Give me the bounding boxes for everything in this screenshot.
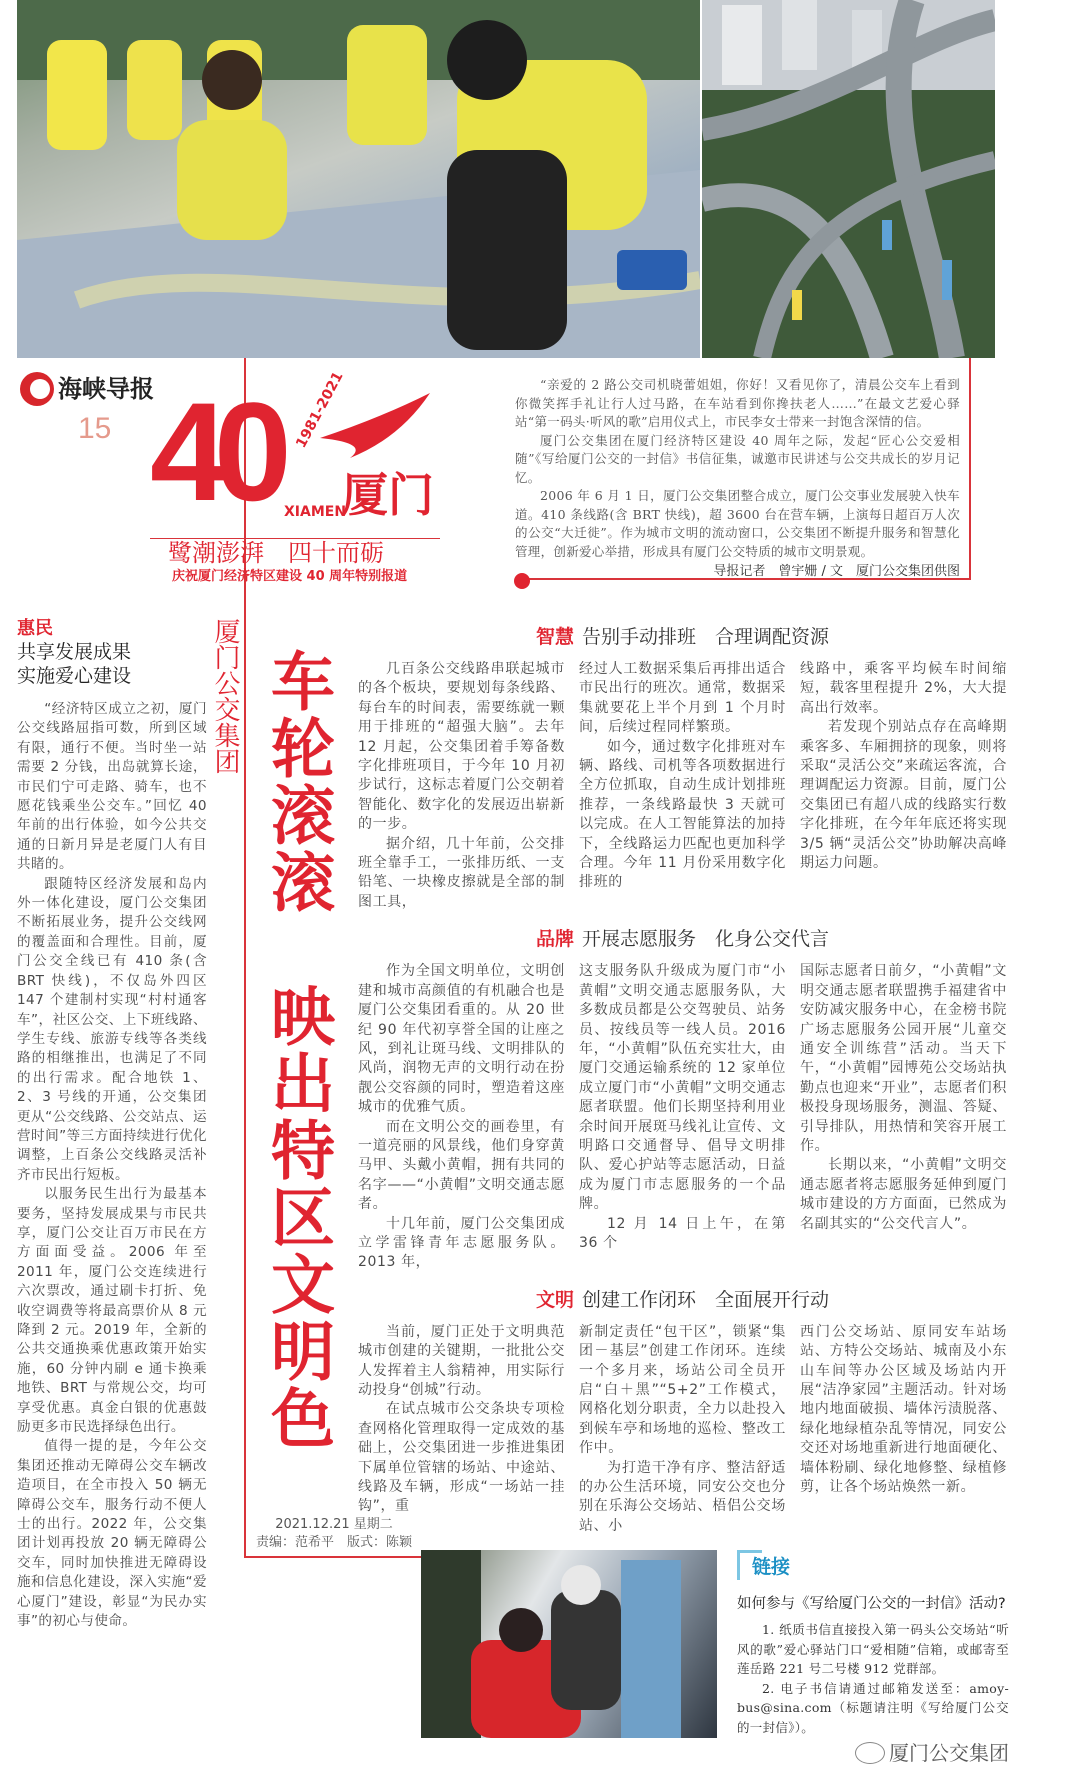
logo-number: 40	[150, 373, 278, 530]
paragraph: 国际志愿者日前夕，“小黄帽”文明交通志愿者联盟携手福建省中安防减灾服务中心，在金榜书院广场志愿服务公园开展“儿童交通安全训练营”活动。当天下午，“小黄帽”园博苑公交场站执勤点也迎来“开业”，志愿者们积极投身现场服务，测温、答疑、引导排队，用热情和笑容开展工作。	[800, 963, 1007, 1154]
section-smart	[355, 624, 1010, 912]
left-article	[17, 618, 207, 1632]
section-tag: 文明	[535, 1288, 574, 1311]
section-tag: 惠民	[17, 618, 53, 639]
logo-years: 1981-2021	[293, 369, 347, 451]
main-headline: 车轮滚滚 映出特区文明色	[260, 648, 334, 1452]
left-title-line: 实施爱心建设	[17, 665, 132, 687]
special-report-subtitle: 庆祝厦门经济特区建设 40 周年特别报道	[172, 569, 408, 584]
section-title: 创建工作闭环 全面展开行动	[582, 1288, 830, 1311]
section-heading-smart	[355, 624, 1010, 650]
volunteers-training-photo	[17, 0, 700, 358]
paragraph: 若发现个别站点存在高峰期乘客多、车厢拥挤的现象，则将采取“灵活公交”来疏运客流，合理调配运力资源。目前，厦门公交集团已有超八成的线路实行数字化排班，在今年年底还将实现 3/5 辆“灵活公交”协助解决高峰期运力问题。	[800, 719, 1007, 872]
ribbon-swoosh-icon	[320, 388, 440, 468]
column	[800, 1323, 1007, 1536]
link-title: 如何参与《写给厦门公交的一封信》活动?	[737, 1596, 1006, 1613]
paragraph: “经济特区成立之初，厦门公交线路屈指可数，所到区域有限，通行不便。当时坐一站需要 2 分钱，出岛就算长途，市民们宁可走路、骑车，也不愿花钱乘坐公交车。”回忆 40 年前的出行体验，如今公共交通的日新月异是老厦门人有目共睹的。	[17, 701, 207, 873]
column	[358, 1323, 565, 1536]
paragraph: 作为全国文明单位，文明创建和城市高颜值的有机融合也是厦门公交集团看重的。从 20 世纪 90 年代初享誉全国的让座之风，到礼让斑马线、文明排队的风尚，润物无声的文明行动在扮靓公交容颜的同时，塑造着这座城市的优雅气质。	[358, 963, 565, 1116]
intro-paragraph: 厦门公交集团在厦门经济特区建设 40 周年之际，发起“匠心公交爱相随”《写给厦门公交的一封信》书信征集，诚邀市民讲述与公交共成长的岁月记忆。	[515, 432, 960, 485]
section-heading-brand	[355, 926, 1010, 952]
paragraph: 为打造干净有序、整洁舒适的办公生活环境，同安公交也分别在乐海公交场站、梧侣公交场站、小	[579, 1459, 786, 1534]
page-footer	[252, 1516, 416, 1552]
bottom-row	[421, 1550, 1010, 1765]
intro-paragraph: “亲爱的 2 路公交司机晓蕾姐姐，你好！又看见你了，清晨公交车上看到你微笑挥手礼让行人过马路，在车站看到你搀扶老人……”在最文艺爱心驿站“第一码头·听风的歌”启用仪式上，市民李女士带来一封饱含深情的信。	[515, 377, 960, 429]
paragraph: 新制定责任“包干区”，锁紧“集团－基层”创建工作闭环。连续一个多月来，场站公司全员开启“白＋黑”“5+2”工作模式，网格化划分职责，全力以赴投入到候车亭和场地的巡检、整改工作中。	[579, 1323, 786, 1457]
instruction-item: 2. 电子书信请通过邮箱发送至：amoy-bus@sina.com（标题请注明《写给厦门公交的一封信》）。	[737, 1680, 1009, 1735]
column	[358, 660, 565, 912]
intro-frame-right	[969, 358, 971, 580]
instruction-item: 1. 纸质书信直接投入第一码头公交场站“听风的歌”爱心驿站门口“爱相随”信箱，或邮寄至莲岳路 221 号二号楼 912 党群部。	[737, 1622, 1009, 1677]
vertical-org-label: 厦门公交集团	[210, 618, 240, 774]
bus-volunteer-photo	[421, 1550, 717, 1738]
paragraph: 跟随特区经济发展和岛内外一体化建设，厦门公交集团不断拓展业务，提升公交线网的覆盖面和合理性。目前，厦门公交全线已有 410 条(含 BRT 快线)，不仅岛外四区 147 个建制村实现“村村通客车”，社区公交、上下班线路、学生专线、旅游专线等各类线路的相继推出，也满足了不同的出行需求。配合地铁 1、2、3 号线的开通，公交集团更从“公交线路、公交站点、运营时间”等三方面持续进行优化调整，上百条公交线路灵活补齐市民出行短板。	[17, 875, 207, 1183]
section-tag: 品牌	[535, 928, 574, 951]
column	[358, 962, 565, 1273]
link-instructions	[737, 1620, 1009, 1737]
paragraph: 以服务民生出行为最基本要务，坚持发展成果与市民共享，厦门公交让百万市民在方方面面受益。2006 年至 2011 年，厦门公交连续进行六次票改，通过刷卡打折、免收空调费等将最高票价从 8 元降到 2 元。2019 年，全新的公共交通换乘优惠政策开始实施，60 分钟内刷 e 通卡换乘地铁、BRT 与常规公交，均可享受优惠。真金白银的优惠鼓励更多市民选择绿色出行。	[17, 1186, 207, 1436]
paragraph: 经过人工数据采集后再排出适合市民出行的班次。通常，数据采集就要花上半个月到 1 个月时间，后续过程同样繁琐。	[579, 661, 786, 736]
column	[800, 962, 1007, 1273]
editor-credits: 责编：范希平 版式：陈颖	[255, 1535, 412, 1550]
paper-masthead	[20, 372, 154, 406]
slogan: 鹭潮澎湃 四十而砺	[168, 539, 384, 567]
intro-paragraph: 2006 年 6 月 1 日，厦门公交集团整合成立，厦门公交事业发展驶入快车道。410 条线路(含 BRT 快线)，超 3600 台在营车辆，上演每日超百万人次的公交“大迁徙”。作为城市文明的流动窗口，公交集团不断提升服务和智慧化管理，创新爱心举措，形成具有厦门公交特质的城市文明景观。	[515, 488, 960, 559]
paragraph: 12 月 14 日上午，在第 36 个	[579, 1215, 786, 1251]
paragraph: 这支服务队升级成为厦门市“小黄帽”文明交通志愿服务队，大多数成员都是公交驾驶员、站务员、按线员等一线人员。2016 年，“小黄帽”队伍充实壮大，由厦门交通运输系统的 12 家单位成立厦门市“小黄帽”文明交通志愿者联盟。他们长期坚持利用业余时间开展斑马线礼让宣传、文明路口交通督导、倡导文明排队、爱心护站等志愿活动，日益成为厦门市志愿服务的一个品牌。	[579, 963, 786, 1213]
wechat-icon	[855, 1742, 885, 1764]
paragraph: 值得一提的是，今年公交集团还推动无障碍公交车辆改造项目，在全市投入 50 辆无障碍公交车，服务行动不便人士的出行。2022 年，公交集团计划再投放 20 辆无障碍公交车，同时加快推进无障碍设施和信息化建设，深入实施“爱心厦门”建设，彰显“为民办实事”的初心与使命。	[17, 1438, 207, 1630]
byline: 导报记者 曾宇姗 / 文 厦门公交集团供图	[713, 564, 960, 579]
column	[579, 660, 786, 912]
intro-block	[515, 376, 960, 581]
page-number: 15	[78, 412, 112, 445]
photo-illustration	[702, 0, 995, 358]
logo-city-en: XIAMEN	[284, 504, 347, 520]
column	[579, 962, 786, 1273]
link-label: 链接	[752, 1556, 791, 1579]
intro-text	[515, 376, 960, 561]
photo-illustration	[17, 0, 700, 358]
section-title: 告别手动排班 合理调配资源	[582, 626, 830, 648]
section-tag: 智慧	[535, 626, 574, 648]
main-articles	[355, 624, 1010, 1765]
paragraph: 如今，通过数字化排班对车辆、路线、司机等各项数据进行全方位抓取，自动生成计划排班推荐，一条线路最快 3 天就可以完成。在人工智能算法的加持下，全线路运力匹配也更加科学合理。今年 11 月份采用数字化排班的	[579, 738, 786, 891]
section-heading-civility	[355, 1287, 1010, 1313]
issue-date: 2021.12.21 星期二	[275, 1517, 393, 1532]
column	[579, 1323, 786, 1536]
anniversary-logo	[150, 369, 440, 530]
link-header	[737, 1550, 1009, 1586]
paragraph: 线路中，乘客平均候车时间缩短，载客里程提升 2%，大大提高出行效率。	[800, 661, 1007, 716]
overpass-aerial-photo	[702, 0, 995, 358]
link-box	[737, 1550, 1009, 1765]
paper-name: 海峡导报	[58, 374, 154, 403]
paragraph: 西门公交场站、原同安车站场站、方特公交场站、城南及小东山车间等办公区域及场站内开展“洁净家园”主题活动。针对场地内地面破损、墙体污渍脱落、绿化地绿植杂乱等情况，同安公交还对场地重新进行地面硬化、墙体粉刷、绿化地修整、绿植修剪，让各个场站焕然一新。	[800, 1323, 1007, 1496]
logo-city-cn: 厦门	[342, 468, 434, 522]
wechat-watermark	[737, 1741, 1009, 1765]
paragraph: 几百条公交线路串联起城市的各个板块，要规划每条线路、每台车的时间表，需要练就一颗用于排班的“超强大脑”。去年 12 月起，公交集团着手筹备数字化排班项目，于今年 10 月初步试行，这标志着厦门公交朝着智能化、数字化的发展迈出崭新的一步。	[358, 661, 565, 833]
paragraph: 在试点城市公交条块专项检查网格化管理取得一定成效的基础上，公交集团进一步推进集团下属单位管辖的场站、中途站、线路及车辆，形成“一场站一挂钩”，重	[358, 1401, 565, 1515]
photo-illustration	[421, 1550, 717, 1738]
paragraph: 而在文明公交的画卷里，有一道亮丽的风景线，他们身穿黄马甲、头戴小黄帽，拥有共同的名字——“小黄帽”文明交通志愿者。	[358, 1118, 565, 1213]
paragraph: 当前，厦门正处于文明典范城市创建的关键期，一批批公交人发挥着主人翁精神，用实际行动投身“创城”行动。	[358, 1323, 565, 1398]
column	[800, 660, 1007, 912]
paragraph: 据介绍，几十年前，公交排班全靠手工，一张排历纸、一支铅笔、一块橡皮擦就是全部的制图工具，	[358, 835, 565, 910]
section-brand	[355, 926, 1010, 1273]
section-civility	[355, 1287, 1010, 1536]
paragraph: 十几年前，厦门公交集团成立学雷锋青年志愿服务队。2013 年，	[358, 1215, 565, 1271]
paragraph: 长期以来，“小黄帽”文明交通志愿者将志愿服务延伸到厦门城市建设的方方面面，已然成为名副其实的“公交代言人”。	[800, 1157, 1007, 1232]
watermark-text: 厦门公交集团	[889, 1741, 1009, 1765]
section-title: 开展志愿服务 化身公交代言	[582, 928, 830, 951]
left-title-line: 共享发展成果	[17, 641, 132, 663]
paper-logo-icon	[20, 372, 54, 406]
